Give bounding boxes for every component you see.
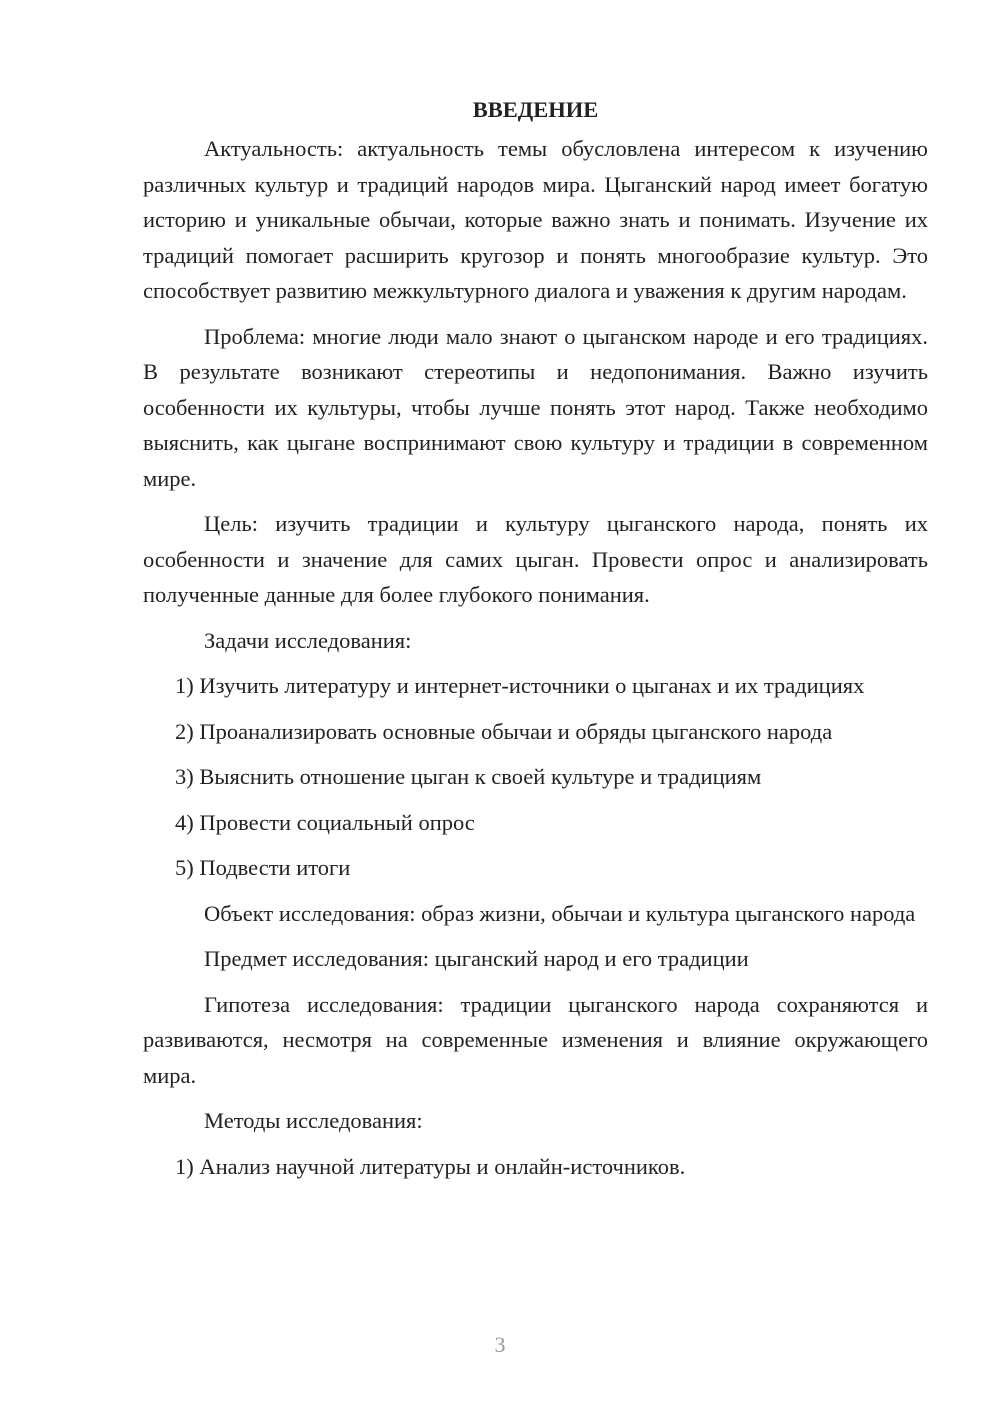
method-item-1: 1) Анализ научной литературы и онлайн-источников. [175,1153,686,1179]
object-paragraph: Объект исследования: образ жизни, обычаи и культура цыганского народа [204,900,916,926]
subject-paragraph: Предмет исследования: цыганский народ и его традиции [204,946,749,971]
task-item-1: 1) Изучить литературу и интернет-источники о цыганах и их традициях [175,673,865,698]
hypothesis-paragraph: Гипотеза исследования: традиции цыганского народа сохраняются и развиваются, несмотря на современные изменения и влияние окружающего мира. [143,991,928,1088]
task-item-4: 4) Провести социальный опрос [175,809,475,835]
tasks-heading: Задачи исследования: [204,627,412,653]
problem-paragraph: Проблема: многие люди мало знают о цыганском народе и его традициях. В результате возникают стереотипы и недопонимания. Важно изучить особенности их культуры, чтобы лучше понять этот народ. Также необходимо выяснить, как цыгане воспринимают свою культуру и традиции в современном мире. [143,323,928,491]
page-number: 3 [494,1332,506,1357]
task-item-3: 3) Выяснить отношение цыган к своей культуре и традициям [175,764,762,789]
task-item-2: 2) Проанализировать основные обычаи и обряды цыганского народа [175,718,833,744]
goal-paragraph: Цель: изучить традиции и культуру цыганского народа, понять их особенности и значение для самих цыган. Провести опрос и анализировать полученные данные для более глубокого понимания. [143,511,928,607]
page-title: ВВЕДЕНИЕ [472,97,599,122]
task-item-5: 5) Подвести итоги [175,855,351,880]
document-page [143,92,928,1194]
methods-heading: Методы исследования: [204,1108,423,1133]
relevance-paragraph: Актуальность: актуальность темы обусловлена интересом к изучению различных культур и традиций народов мира. Цыганский народ имеет богатую историю и уникальные обычаи, которые важно знать и понимать. Изучение их традиций помогает расширить кругозор и понять многообразие культур. Это способствует развитию межкультурного диалога и уважения к другим народам. [143,136,928,303]
